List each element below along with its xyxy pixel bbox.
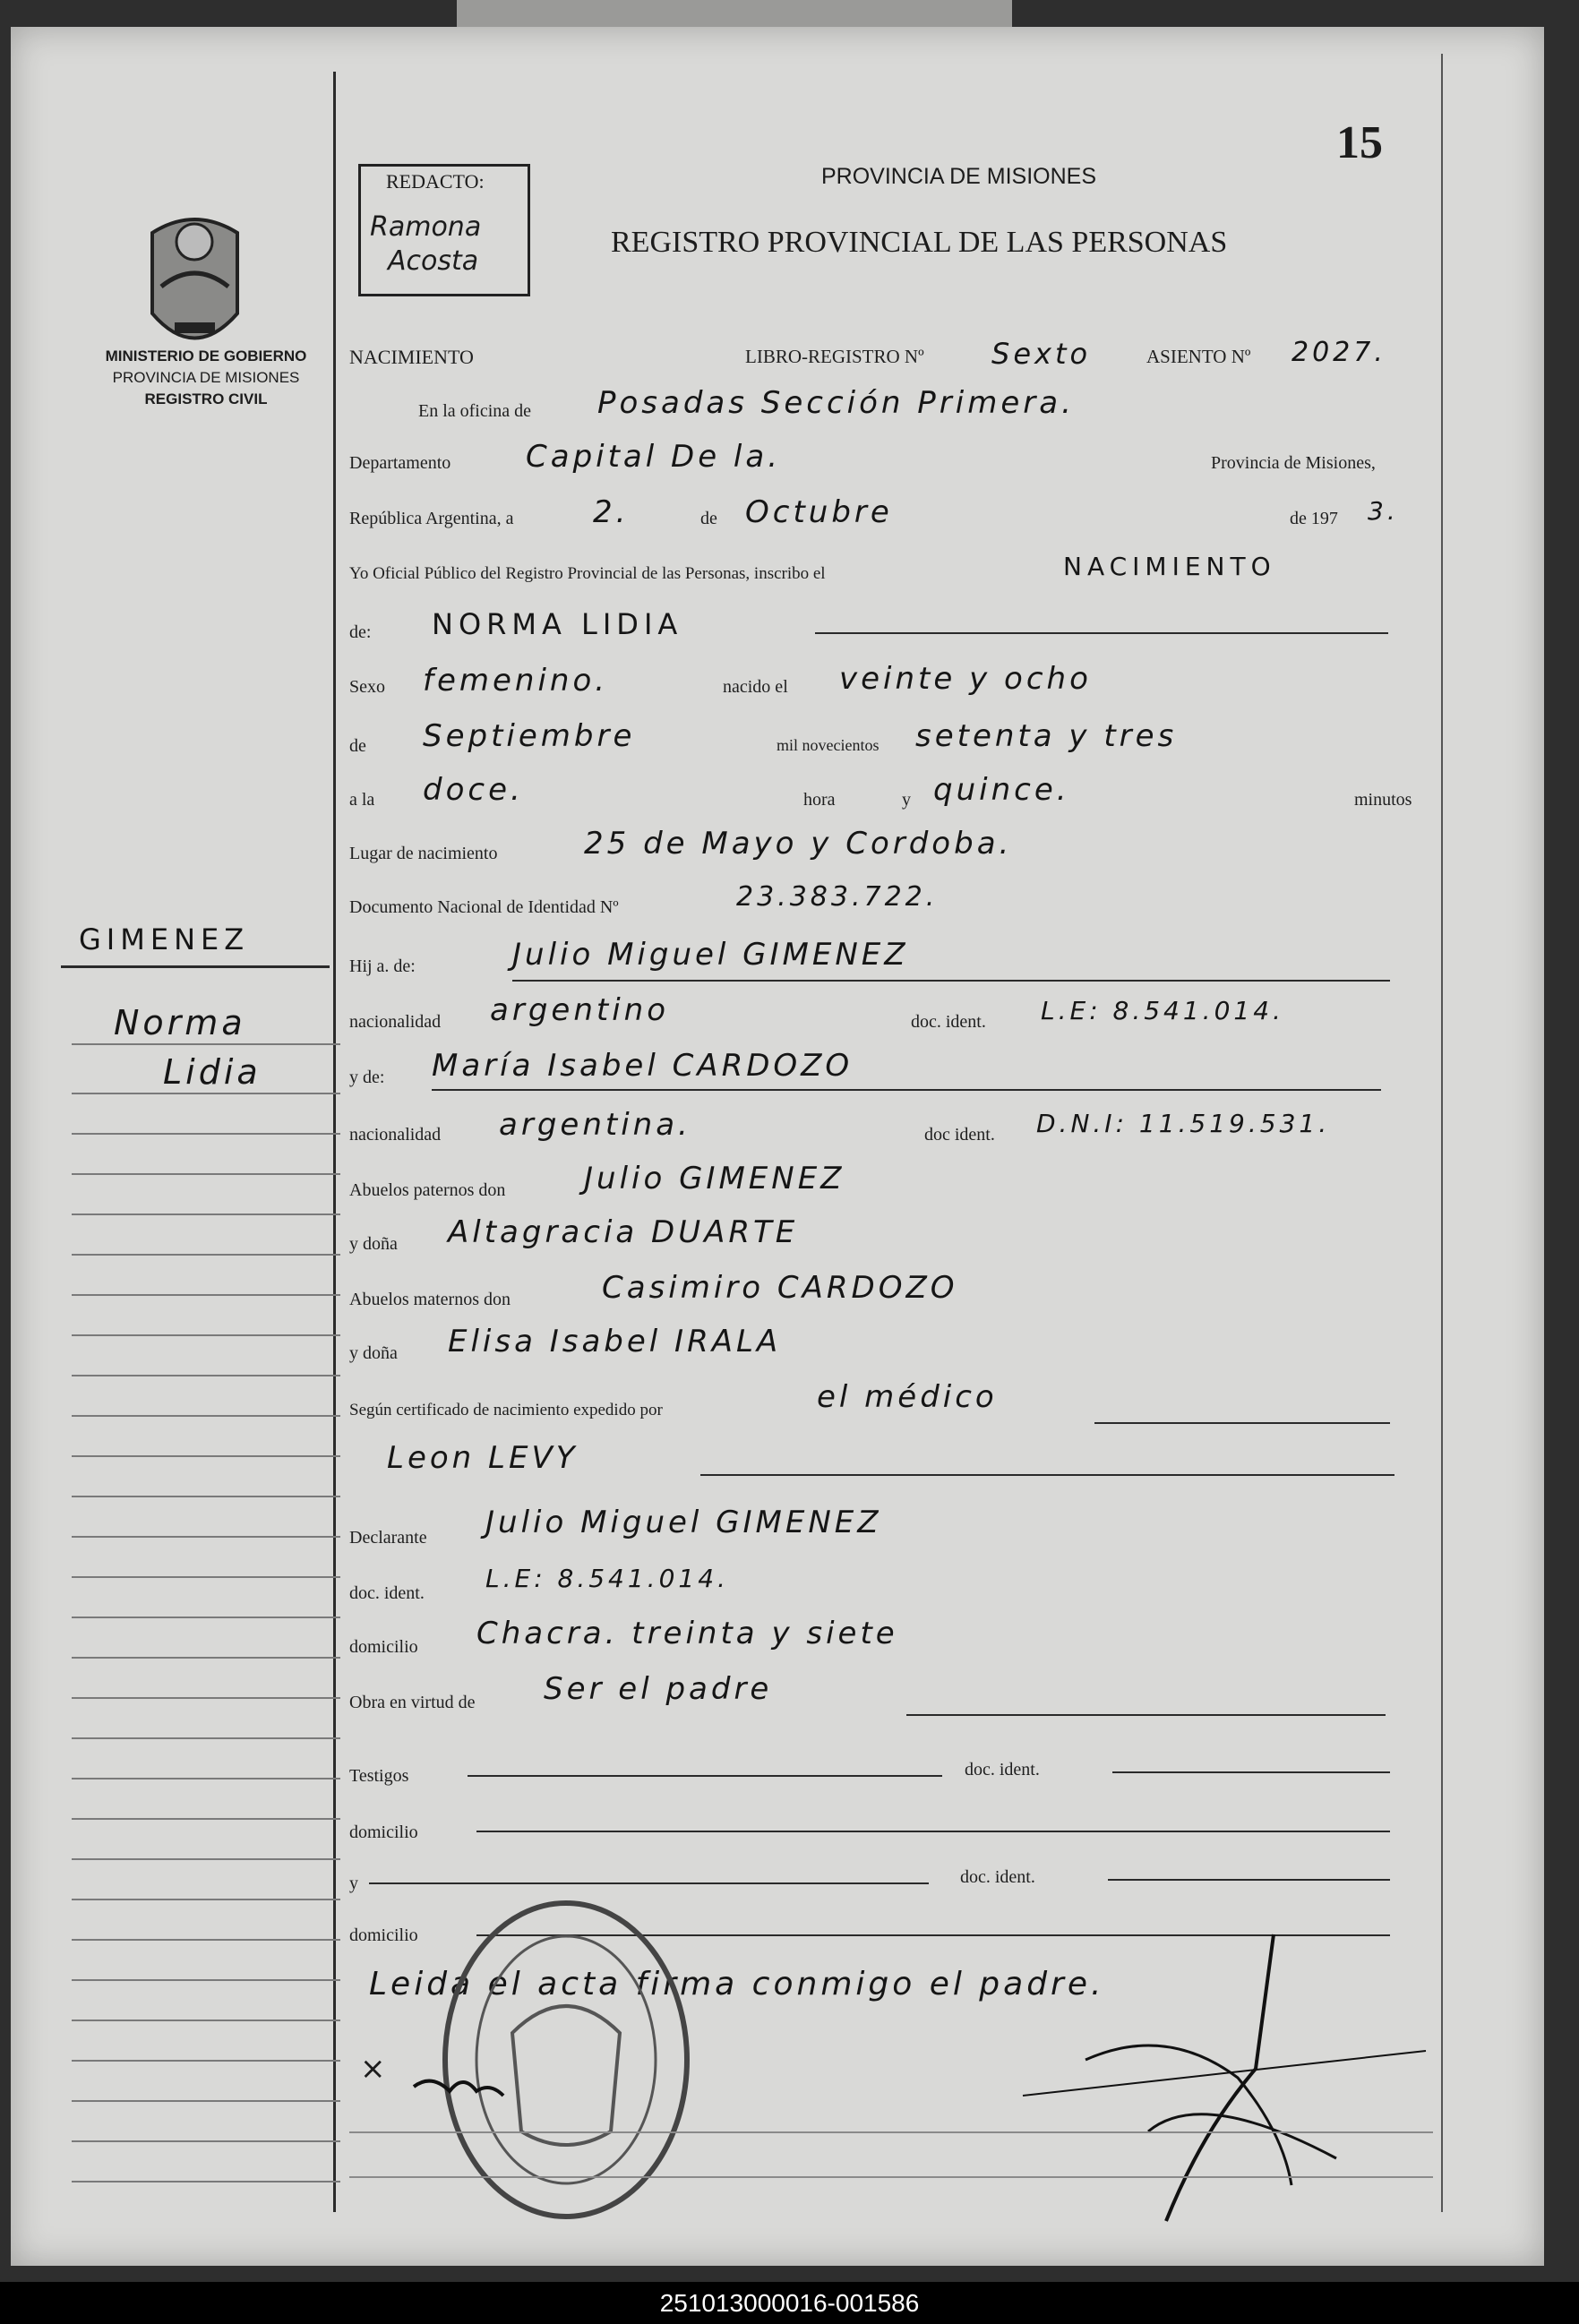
minutos-label: minutos bbox=[1354, 790, 1412, 810]
madre-rule bbox=[432, 1089, 1381, 1091]
registry-sheet bbox=[11, 27, 1544, 2266]
redacto-name-1: Ramona bbox=[370, 211, 482, 243]
departamento-value: Capital De la. bbox=[526, 439, 782, 475]
anio-nac-value: setenta y tres bbox=[915, 718, 1178, 754]
testigos-doc-label: doc. ident. bbox=[965, 1760, 1040, 1779]
oficina-value: Posadas Sección Primera. bbox=[597, 385, 1075, 421]
provincia-label: Provincia de Misiones, bbox=[1211, 453, 1376, 473]
padre-value: Julio Miguel GIMENEZ bbox=[512, 937, 909, 973]
inscribo-value: NACIMIENTO bbox=[1063, 552, 1276, 581]
testigos-label: Testigos bbox=[349, 1766, 409, 1786]
asiento-label: ASIENTO Nº bbox=[1146, 346, 1251, 367]
hija-label: Hij a. de: bbox=[349, 956, 416, 976]
dia-value: 2. bbox=[593, 494, 630, 530]
libro-value: Sexto bbox=[991, 337, 1092, 371]
nombre-prefix-label: de: bbox=[349, 622, 372, 642]
dni-label: Documento Nacional de Identidad Nº bbox=[349, 897, 619, 917]
hora-label: hora bbox=[803, 790, 836, 810]
declarante-label: Declarante bbox=[349, 1528, 427, 1548]
de-label: de bbox=[700, 509, 717, 528]
abuelos-maternos-label: Abuelos maternos don bbox=[349, 1290, 511, 1309]
abuelo-materno-value: Casimiro CARDOZO bbox=[602, 1270, 958, 1306]
dni-value: 23.383.722. bbox=[736, 881, 939, 913]
certificado-rule bbox=[1094, 1422, 1390, 1424]
nacionalidad-madre-value: argentina. bbox=[499, 1107, 691, 1143]
archive-id: 251013000016-001586 bbox=[659, 2289, 920, 2317]
sexo-value: femenino. bbox=[423, 663, 609, 699]
minutos-value: quince. bbox=[933, 772, 1070, 808]
certificado-value: el médico bbox=[817, 1379, 998, 1415]
madre-prefix-label: y de: bbox=[349, 1068, 385, 1087]
inscribo-label: Yo Oficial Público del Registro Provincial de las Personas, inscribo el bbox=[349, 564, 826, 583]
mes-value: Octubre bbox=[745, 494, 893, 530]
scan-edge bbox=[457, 0, 1012, 27]
nombre-value: NORMA LIDIA bbox=[432, 607, 683, 641]
nacido-label: nacido el bbox=[723, 677, 788, 697]
official-signature bbox=[414, 2081, 503, 2096]
abuela-materna-label: y doña bbox=[349, 1343, 398, 1363]
abuelos-paternos-label: Abuelos paternos don bbox=[349, 1180, 506, 1200]
province-header: PROVINCIA DE MISIONES bbox=[821, 164, 1097, 189]
lugar-value: 25 de Mayo y Cordoba. bbox=[584, 826, 1013, 862]
testigo2-y-label: y bbox=[349, 1874, 358, 1893]
obra-rule bbox=[906, 1714, 1386, 1716]
oficina-label: En la oficina de bbox=[418, 401, 532, 421]
coat-of-arms-seal bbox=[134, 206, 255, 363]
record-type-label: NACIMIENTO bbox=[349, 346, 474, 368]
nacionalidad-padre-value: argentino bbox=[490, 992, 669, 1028]
abuela-paterna-value: Altagracia DUARTE bbox=[448, 1214, 799, 1250]
archive-footer bbox=[0, 2282, 1579, 2324]
x-mark: × bbox=[360, 2051, 386, 2087]
ministry-line-2: PROVINCIA DE MISIONES bbox=[112, 369, 300, 386]
libro-label: LIBRO-REGISTRO Nº bbox=[745, 346, 924, 367]
margin-surname: GIMENEZ bbox=[79, 922, 250, 956]
signature-line-2 bbox=[349, 2176, 1433, 2178]
redacto-box bbox=[358, 164, 530, 296]
republica-label: República Argentina, a bbox=[349, 509, 514, 528]
closing-statement: Leida el acta firma conmigo el padre. bbox=[369, 1966, 1105, 2002]
doc-madre-label: doc ident. bbox=[924, 1125, 995, 1145]
madre-value: María Isabel CARDOZO bbox=[432, 1048, 854, 1084]
domicilio-declarante-value: Chacra. treinta y siete bbox=[476, 1616, 898, 1651]
obra-value: Ser el padre bbox=[544, 1671, 773, 1707]
departamento-label: Departamento bbox=[349, 453, 451, 473]
declarante-value: Julio Miguel GIMENEZ bbox=[485, 1505, 882, 1540]
nombre-rule bbox=[815, 632, 1388, 634]
testigo2-doc-label: doc. ident. bbox=[960, 1867, 1035, 1887]
testigos-domicilio-label: domicilio bbox=[349, 1822, 418, 1842]
page-number: 15 bbox=[1336, 117, 1383, 168]
nacionalidad-madre-label: nacionalidad bbox=[349, 1125, 442, 1145]
lugar-label: Lugar de nacimiento bbox=[349, 844, 498, 863]
nacido-value: veinte y ocho bbox=[839, 661, 1092, 697]
ministry-line-1: MINISTERIO DE GOBIERNO bbox=[105, 347, 307, 364]
margin-surname-rule bbox=[61, 965, 330, 968]
doc-padre-value: L.E: 8.541.014. bbox=[1041, 996, 1284, 1025]
certificado-label: Según certificado de nacimiento expedido por bbox=[349, 1401, 663, 1419]
doc-padre-label: doc. ident. bbox=[911, 1012, 986, 1032]
ministry-line-3: REGISTRO CIVIL bbox=[144, 390, 268, 407]
anio-label: de 197 bbox=[1290, 509, 1338, 528]
anio-value: 3. bbox=[1368, 496, 1399, 526]
father-signature bbox=[1023, 1934, 1426, 2221]
signatures-and-stamp bbox=[396, 1863, 1471, 2239]
asiento-value: 2027. bbox=[1292, 337, 1386, 368]
registry-title: REGISTRO PROVINCIAL DE LAS PERSONAS bbox=[611, 226, 1228, 259]
abuela-materna-value: Elisa Isabel IRALA bbox=[448, 1324, 782, 1359]
mil-label: mil novecientos bbox=[777, 736, 880, 754]
redacto-label: REDACTO: bbox=[386, 170, 485, 193]
margin-given-2: Lidia bbox=[163, 1052, 262, 1092]
redacto-name-2: Acosta bbox=[388, 245, 479, 277]
testigo2-domicilio-label: domicilio bbox=[349, 1925, 418, 1945]
testigos-rule bbox=[468, 1775, 942, 1777]
mes-nac-value: Septiembre bbox=[423, 718, 636, 754]
ala-label: a la bbox=[349, 790, 375, 810]
certificado-value-2: Leon LEVY bbox=[387, 1440, 579, 1476]
doc-madre-value: D.N.I: 11.519.531. bbox=[1036, 1109, 1331, 1138]
domicilio-declarante-label: domicilio bbox=[349, 1637, 418, 1657]
signature-line-1 bbox=[349, 2131, 1433, 2133]
margin-given-1: Norma bbox=[114, 1003, 246, 1042]
abuela-paterna-label: y doña bbox=[349, 1234, 398, 1254]
certificado-rule-2 bbox=[700, 1474, 1394, 1476]
abuelo-paterno-value: Julio GIMENEZ bbox=[584, 1161, 845, 1196]
y-label: y bbox=[902, 790, 911, 810]
testigos-doc-rule bbox=[1112, 1771, 1390, 1773]
testigos-domicilio-rule bbox=[476, 1831, 1390, 1832]
padre-rule bbox=[512, 980, 1390, 982]
hora-value: doce. bbox=[423, 772, 524, 808]
doc-declarante-value: L.E: 8.541.014. bbox=[485, 1564, 729, 1593]
mes-nac-prefix-label: de bbox=[349, 736, 366, 756]
official-stamp bbox=[445, 1903, 687, 2217]
obra-label: Obra en virtud de bbox=[349, 1693, 476, 1712]
sexo-label: Sexo bbox=[349, 677, 385, 697]
nacionalidad-padre-label: nacionalidad bbox=[349, 1012, 442, 1032]
doc-declarante-label: doc. ident. bbox=[349, 1583, 425, 1603]
